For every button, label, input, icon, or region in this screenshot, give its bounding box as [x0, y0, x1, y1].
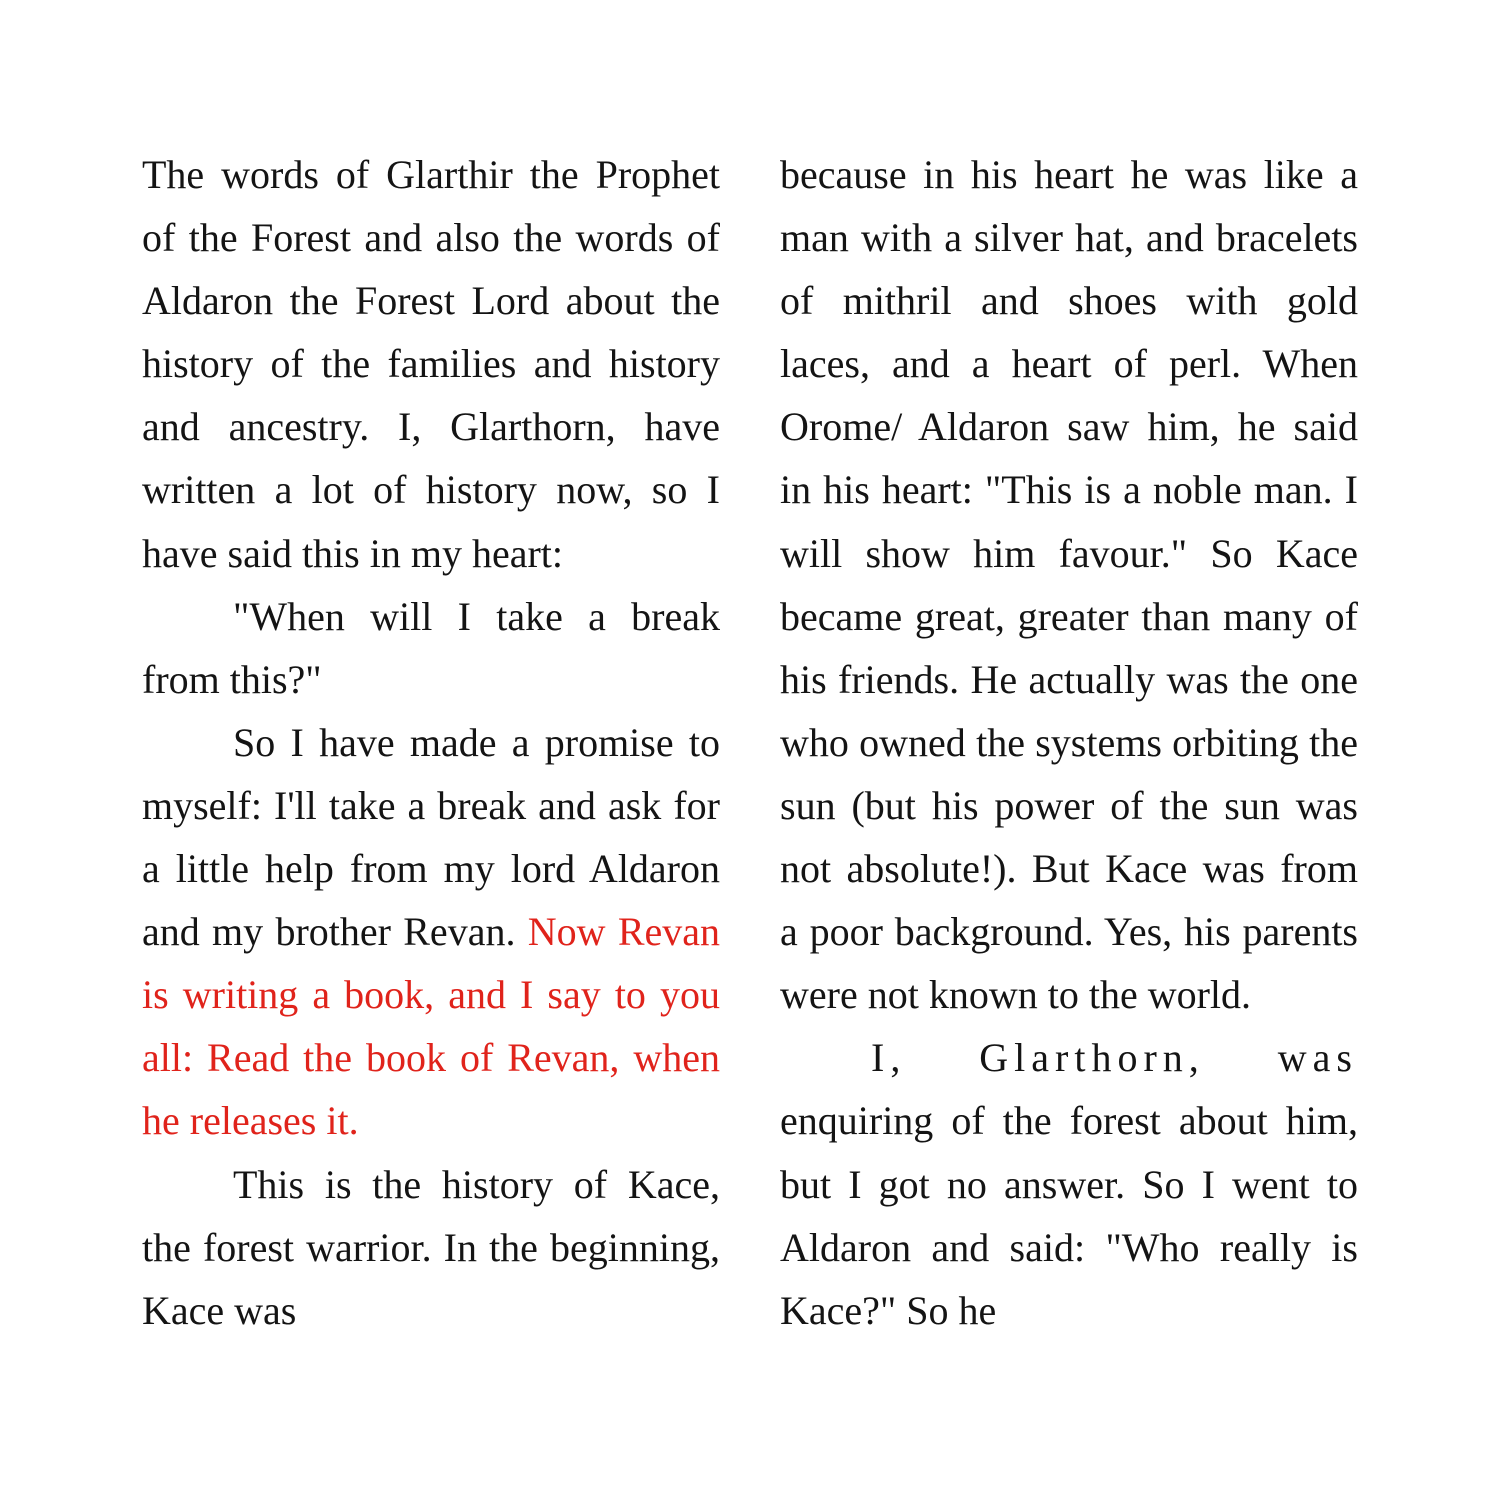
enquiry-paragraph [780, 1026, 1358, 1341]
enquiry-text: enquiring of the forest about him, but I got no answer. So I went to Aldaron and said: "Who really is Kace?" So he [780, 1098, 1358, 1333]
promise-paragraph [142, 711, 720, 1153]
promise-text: So I have made a promise to myself: I'll take a break and ask for a little help from my lord Aldaron and my brother Revan. [142, 719, 720, 955]
intro-paragraph: The words of Glarthir the Prophet of the Forest and also the words of Aldaron the Forest Lord about the history of the families and history and ancestry. I, Glarthorn, have written a lot of history now, so I have said this in my heart: [142, 152, 720, 576]
kace-history-paragraph: This is the history of Kace, the forest warrior. In the beginning, Kace was [142, 1161, 720, 1333]
highlighted-text: Now Revan is writing a book, and I say to you all: Read the book of Revan, when he releases it. [142, 909, 721, 1144]
quote-paragraph: "When will I take a break from this?" [142, 593, 720, 702]
spaced-text: I, Glarthorn, was [871, 1035, 1358, 1081]
left-column [142, 143, 720, 1342]
kace-description-paragraph: because in his heart he was like a man with a silver hat, and bracelets of mithril and shoes with gold laces, and a heart of perl. When Orome/ Aldaron saw him, he said in his heart: "This is a noble man. I will show him favour." So Kace became great, greater than many of his friends. He actually was the one who owned the systems orbiting the sun (but his power of the sun was not absolute!). But Kace was from a poor background. Yes, his parents were not known to the world. [780, 152, 1358, 1018]
right-column [780, 143, 1358, 1342]
